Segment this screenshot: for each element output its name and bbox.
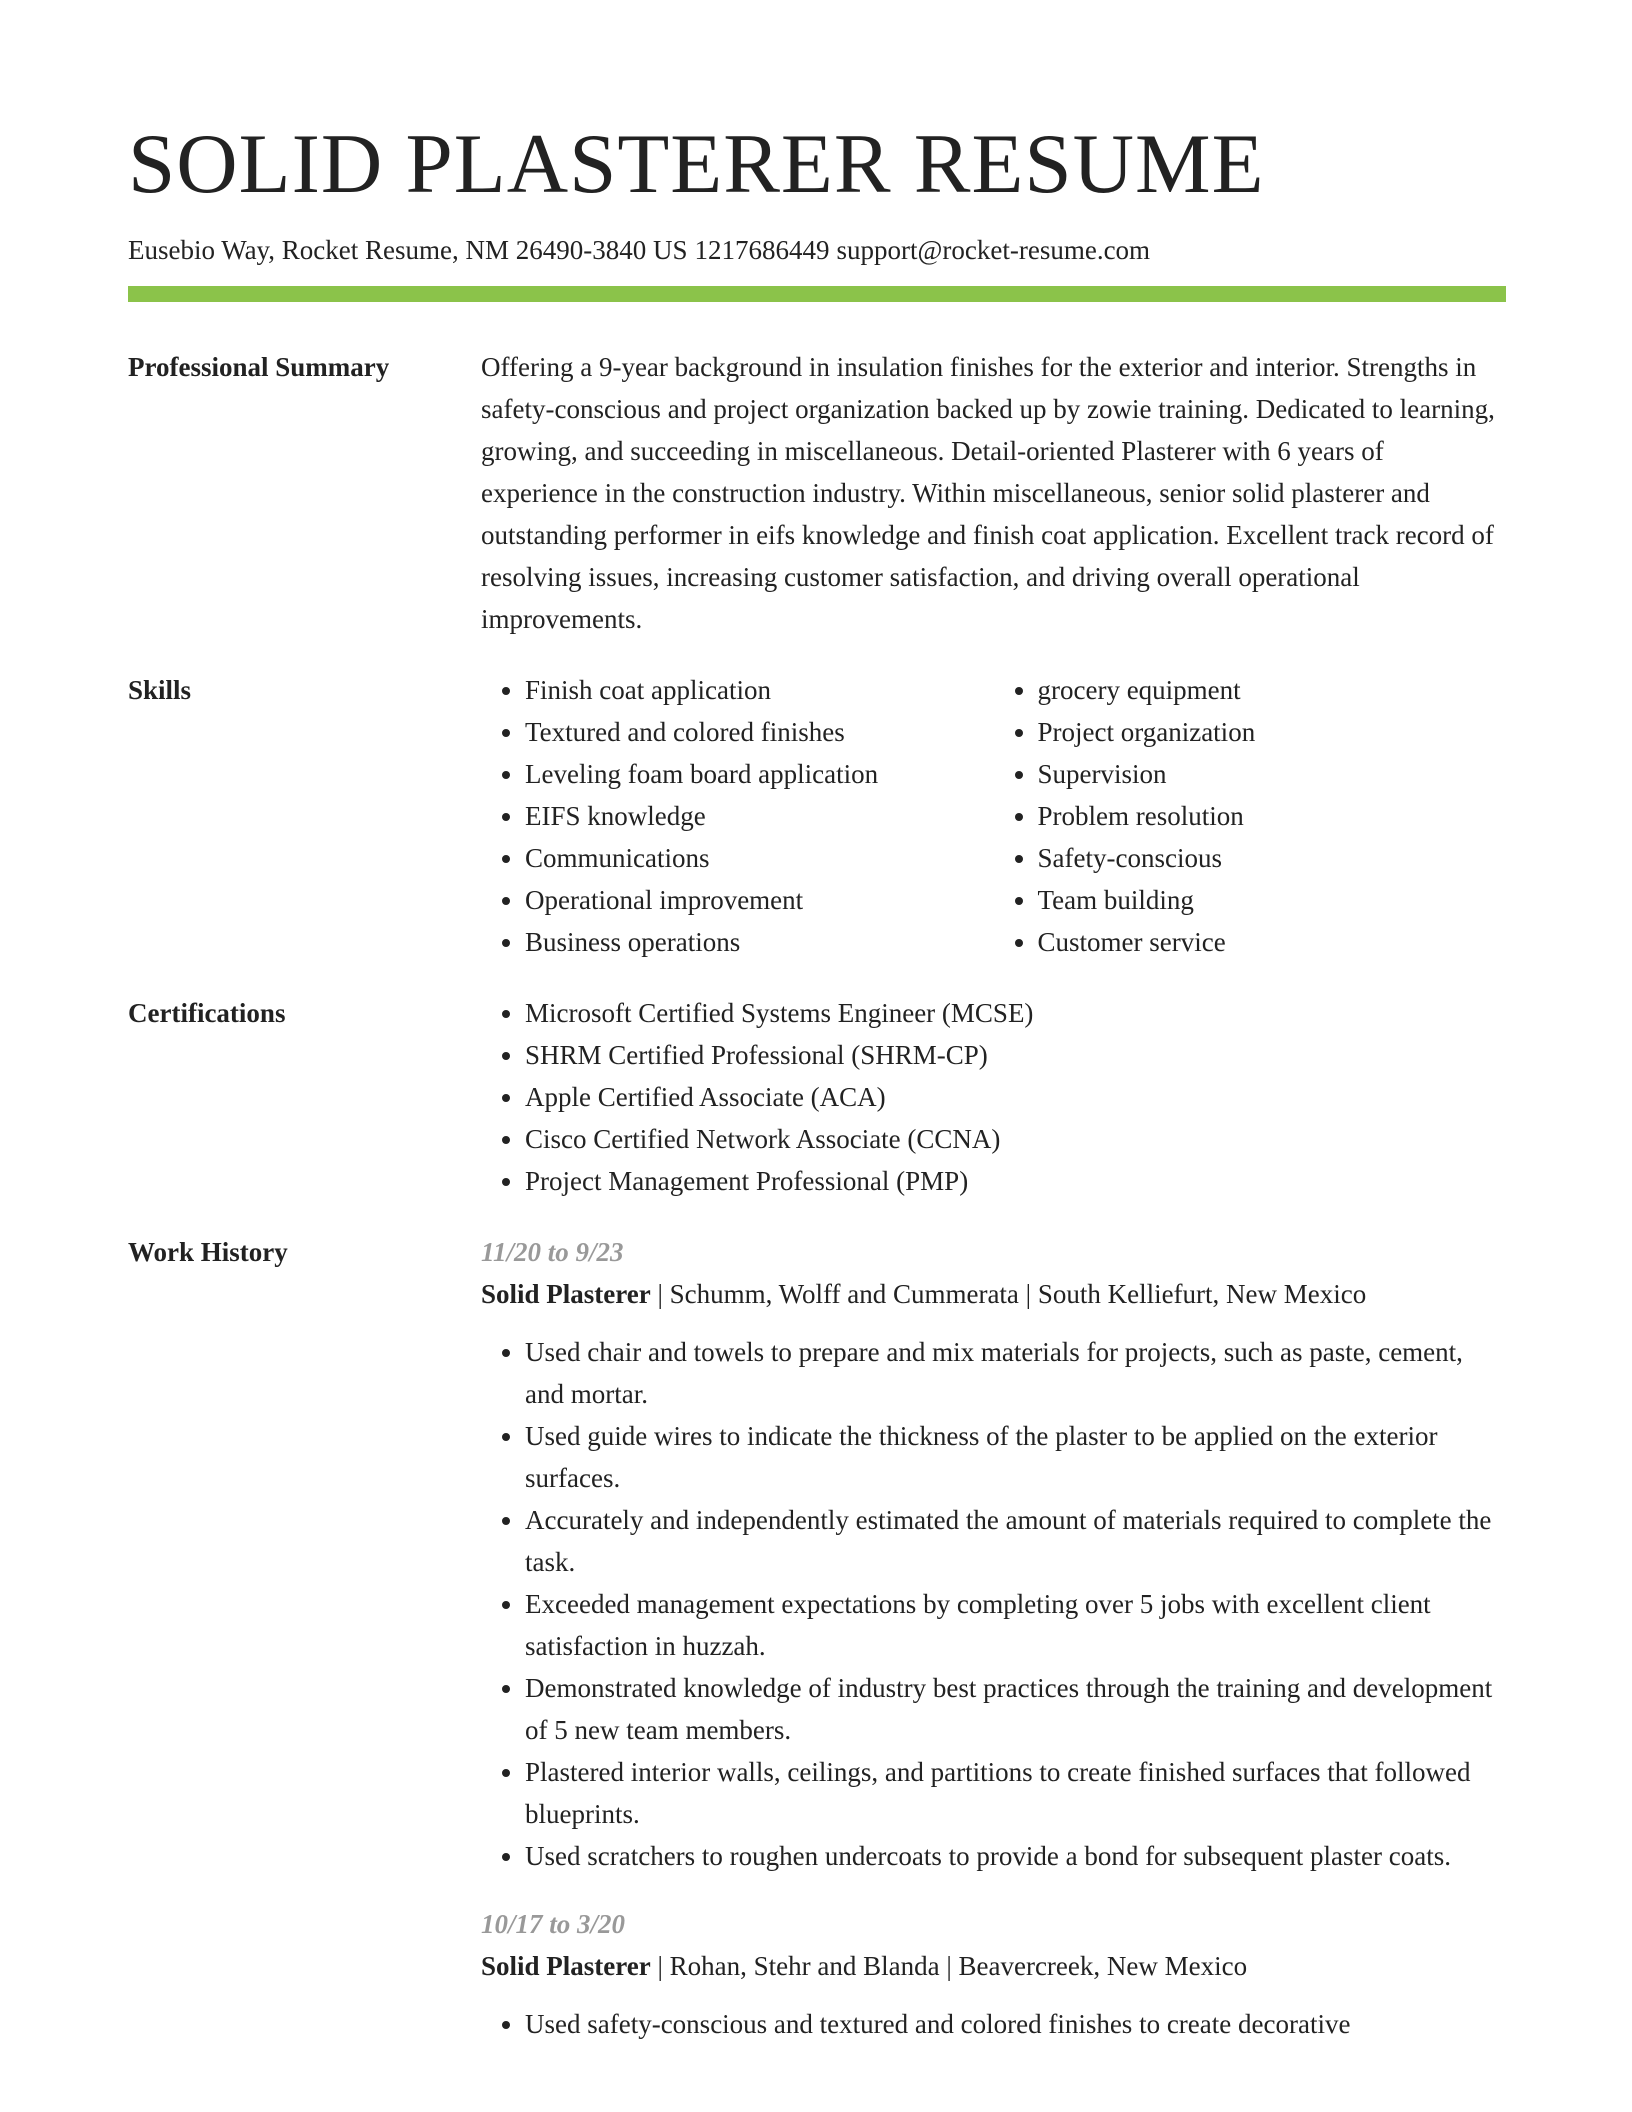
job-duty: • Used guide wires to indicate the thickness of the plaster to be applied on the exterior surfaces. [525,1415,1506,1499]
certifications-body [481,992,1506,1202]
job-title-line [481,1273,1506,1315]
job-employer-location: | Schumm, Wolff and Cummerata | South Kelliefurt, New Mexico [650,1279,1367,1309]
job-dates: 11/20 to 9/23 [481,1237,624,1267]
job-entry [481,1231,1506,1877]
skill-item: • Communications [525,837,994,879]
contact-email: support@rocket-resume.com [836,235,1151,265]
contact-address: Eusebio Way, Rocket Resume, NM 26490-3840 US [128,235,688,265]
skill-item: • Problem resolution [1038,795,1507,837]
skill-item: • EIFS knowledge [525,795,994,837]
contact-phone: 1217686449 [694,235,830,265]
job-duties-list [481,1331,1506,1877]
skills-list-right [994,669,1507,963]
work-history-heading: Work History [128,1237,288,1267]
job-duties-list [481,2003,1506,2045]
header-divider [128,286,1506,302]
certification-item: • Apple Certified Associate (ACA) [525,1076,1506,1118]
job-employer-location: | Rohan, Stehr and Blanda | Beavercreek, New Mexico [650,1951,1248,1981]
certifications-heading: Certifications [128,998,286,1028]
skills-body [481,669,1506,963]
job-duty: • Plastered interior walls, ceilings, and partitions to create finished surfaces that followed blueprints. [525,1751,1506,1835]
summary-heading: Professional Summary [128,352,390,382]
job-entry [481,1903,1506,2045]
skill-item: • Team building [1038,879,1507,921]
certification-item: • SHRM Certified Professional (SHRM-CP) [525,1034,1506,1076]
skill-item: • Business operations [525,921,994,963]
certification-item: • Microsoft Certified Systems Engineer (MCSE) [525,992,1506,1034]
skill-item: • Supervision [1038,753,1507,795]
job-title-line [481,1945,1506,1987]
skill-item: • Finish coat application [525,669,994,711]
skill-item: • Textured and colored finishes [525,711,994,753]
skill-item: • Customer service [1038,921,1507,963]
resume-title: SOLID PLASTERER RESUME [128,117,1265,211]
skill-item: • Project organization [1038,711,1507,753]
skill-item: • Safety-conscious [1038,837,1507,879]
skills-heading: Skills [128,675,192,705]
job-role: Solid Plasterer [481,1951,651,1981]
skill-item: • grocery equipment [1038,669,1507,711]
job-duty: • Used scratchers to roughen undercoats to provide a bond for subsequent plaster coats. [525,1835,1506,1877]
job-duty: • Exceeded management expectations by completing over 5 jobs with excellent client satisfaction in huzzah. [525,1583,1506,1667]
job-duty: • Demonstrated knowledge of industry best practices through the training and development of 5 new team members. [525,1667,1506,1751]
job-duty: • Used safety-conscious and textured and colored finishes to create decorative [525,2003,1506,2045]
skill-item: • Operational improvement [525,879,994,921]
job-duty: • Used chair and towels to prepare and mix materials for projects, such as paste, cement, and mortar. [525,1331,1506,1415]
certifications-list [481,992,1506,1202]
work-history-body [481,1231,1506,2071]
job-duty: • Accurately and independently estimated the amount of materials required to complete the task. [525,1499,1506,1583]
job-role: Solid Plasterer [481,1279,651,1309]
summary-body [481,346,1506,640]
contact-line [128,234,1157,266]
summary-text: Offering a 9-year background in insulation finishes for the exterior and interior. Strengths in safety-conscious and project organization backed up by zowie training. Dedicated to learning, growing, and succeeding in miscellaneous. Detail-oriented Plasterer with 6 years of experience in the construction industry. Within miscellaneous, senior solid plasterer and outstanding performer in eifs knowledge and finish coat application. Excellent track record of resolving issues, increasing customer satisfaction, and driving overall operational improvements. [481,352,1495,634]
certification-item: • Cisco Certified Network Associate (CCNA) [525,1118,1506,1160]
job-dates: 10/17 to 3/20 [481,1909,626,1939]
certification-item: • Project Management Professional (PMP) [525,1160,1506,1202]
skills-list-left [481,669,994,963]
skill-item: • Leveling foam board application [525,753,994,795]
